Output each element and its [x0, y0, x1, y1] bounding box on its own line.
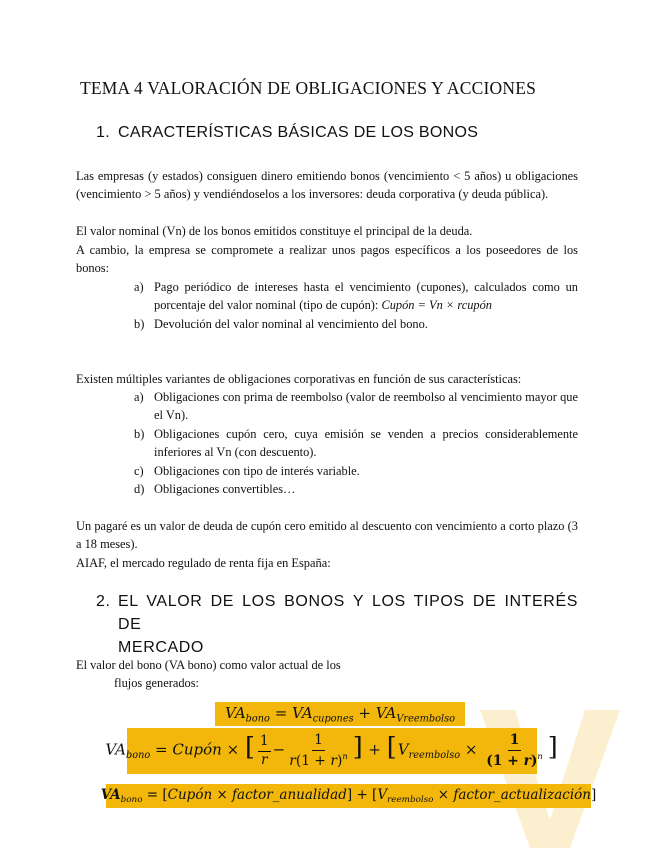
paragraph-1: Las empresas (y estados) consiguen dinero emitiendo bonos (vencimiento < 5 años) u obligaciones (vencimiento > 5 años) y vendiéndoselos a los inversores: deuda corporativa (y deuda pública).	[76, 169, 578, 202]
formula-va-bono-expanded: $VA_{bono}$ = Cupón × [ $\frac{1}{r}$ − $\frac{1}{r(1 + r)^n}$ ] + [$V_{reembolso}$ × $\frac{1}{(1 + r)^n}$ ]	[127, 728, 537, 774]
section-2-title-line-1: EL VALOR DE LOS BONOS Y LOS TIPOS DE INTERÉS DE	[118, 593, 578, 633]
list-item: d) Obligaciones convertibles…	[134, 482, 296, 497]
coupon-formula: Cupón = Vn × rcupón	[381, 298, 493, 313]
formula-va-bono-sum: $VA_{bono} = VA_{cupones} + VA_{Vreembolso}$	[215, 702, 465, 726]
paragraph-7a: El valor del bono (VA bono) como valor actual de los	[76, 658, 341, 672]
paragraph-3: A cambio, la empresa se compromete a realizar unos pagos específicos a los poseedores de los bonos:	[76, 243, 578, 276]
section-2-heading	[96, 590, 578, 659]
list-item: c) Obligaciones con tipo de interés variable.	[134, 463, 360, 478]
bond-variants-list	[134, 388, 578, 498]
list-item: b) Obligaciones cupón cero, cuya emisión se venden a precios considerablemente inferiores al Vn (con descuento).	[134, 426, 578, 460]
paragraph-4: Existen múltiples variantes de obligaciones corporativas en función de sus características:	[76, 372, 522, 386]
list-item: a) Obligaciones con prima de reembolso (valor de reembolso al vencimiento mayor que el Vn).	[134, 390, 578, 423]
section-1-title: CARACTERÍSTICAS BÁSICAS DE LOS BONOS	[118, 124, 479, 141]
section-1-number: 1.	[96, 124, 110, 141]
list-item: a) Pago periódico de intereses hasta el vencimiento (cupones), calculados como un porcentaje del valor nominal (tipo de cupón): Cupón = Vn × rcupón	[134, 280, 578, 313]
paragraph-5: Un pagaré es un valor de deuda de cupón cero emitido al descuento con vencimiento a corto plazo (3 a 18 meses).	[76, 519, 578, 552]
bond-payments-list	[134, 278, 578, 333]
section-1-heading	[96, 124, 478, 142]
watermark-logo	[470, 700, 640, 848]
list-item: b) Devolución del valor nominal al vencimiento del bono.	[134, 316, 428, 331]
paragraph-7b: flujos generados:	[114, 676, 199, 690]
section-2-title-line-2: MERCADO	[118, 639, 204, 656]
paragraph-2: El valor nominal (Vn) de los bonos emitidos constituye el principal de la deuda.	[76, 224, 473, 238]
section-2-number: 2.	[96, 593, 111, 610]
page-title: TEMA 4 VALORACIÓN DE OBLIGACIONES Y ACCIONES	[80, 78, 537, 98]
formula-va-bono-factors: $VA_{bono}$ = [Cupón × factor_anualidad] + [$V_{reembolso}$ × factor_actualización]	[106, 784, 591, 808]
paragraph-6: AIAF, el mercado regulado de renta fija en España:	[76, 556, 331, 570]
